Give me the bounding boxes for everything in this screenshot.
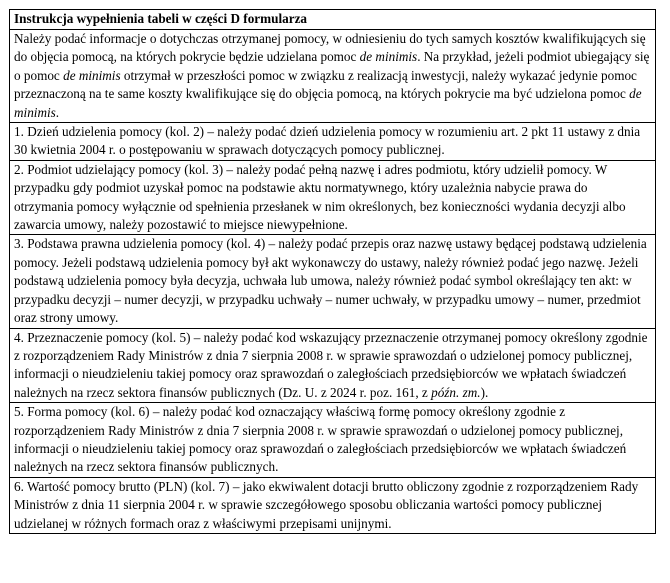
intro-part-2: . Na przykład, jeżeli podmiot ubiegający się o pomoc: [14, 49, 650, 83]
instruction-row-4: [10, 328, 656, 403]
instruction-text-4-tail: ).: [480, 384, 489, 400]
table-header-row: [10, 10, 656, 30]
instruction-text-5: 5. Forma pomocy (kol. 6) – należy podać kod oznaczający właściwą formę pomocy określony zgodnie z rozporządzeniem Rady Ministrów z dnia 7 sierpnia 2008 r. w sprawie sprawozdań o udzielonej pomocy publicznej, informacji o nieudzieleniu takiej pomocy oraz sprawozdań o zaległościach przedsiębiorców we wpłatach świadczeń należnych na rzecz sektora finansów publicznych.: [10, 403, 656, 478]
instruction-text-6: 6. Wartość pomocy brutto (PLN) (kol. 7) – jako ekwiwalent dotacji brutto obliczony zgodnie z rozporządzeniem Rady Ministrów z dnia 11 sierpnia 2004 r. w sprawie szczegółowego sposobu obliczania wartości pomocy publicznej udzielanej w różnych formach oraz z właściwymi przepisami unijnymi.: [10, 477, 656, 533]
table-heading: Instrukcja wypełnienia tabeli w części D formularza: [10, 10, 656, 30]
intro-emphasis-1: de minimis: [359, 49, 418, 65]
intro-text: [10, 30, 656, 123]
instruction-text-2: 2. Podmiot udzielający pomocy (kol. 3) – należy podać pełną nazwę i adres podmiotu, który udzielił pomocy. W przypadku gdy podmiot uzyskał pomoc na podstawie aktu normatywnego, który uzależnia nabycie prawa do otrzymania pomocy wyłącznie od spełnienia przesłanek w nim określonych, bez konieczności wydania decyzji albo zawarcia umowy, należy pozostawić to miejsce niewypełnione.: [10, 160, 656, 235]
intro-part-3: otrzymał w przeszłości pomoc w związku z realizacją inwestycji, należy wykazać jedynie pomoc przeznaczoną na te same koszty kwalifikujące się do objęcia pomocą, na których pokrycie ma być udzielona pomoc: [14, 67, 637, 102]
instruction-row-2: [10, 160, 656, 235]
intro-emphasis-2: de minimis: [63, 67, 121, 83]
instruction-row-5: [10, 403, 656, 478]
intro-emphasis-3: de minimis: [14, 86, 642, 120]
intro-part-1: Należy podać informacje o dotychczas otrzymanej pomocy, w odniesieniu do tych samych kosztów kwalifikujących się do objęcia pomocą, na których pokrycie będzie udzielana pomoc: [14, 31, 646, 65]
instruction-row-3: [10, 235, 656, 328]
instruction-text-3: 3. Podstawa prawna udzielenia pomocy (kol. 4) – należy podać przepis oraz nazwę ustawy będącej podstawą udzielenia pomocy. Jeżeli podstawą udzielenia pomocy był akt wykonawczy do ustawy, należy również podać jego nazwę. Jeżeli podstawą udzielenia pomocy była decyzja, uchwała lub umowa, należy również podać symbol określający ten akt: w przypadku decyzji – numer decyzji, w przypadku uchwały – numer uchwały, w przypadku umowy – numer, przedmiot oraz strony umowy.: [10, 235, 656, 328]
instruction-table: [9, 9, 656, 534]
instruction-text-4-main: 4. Przeznaczenie pomocy (kol. 5) – należy podać kod wskazujący przeznaczenie otrzymanej pomocy określony zgodnie z rozporządzeniem Rady Ministrów z dnia 7 sierpnia 2008 r. w sprawie sprawozdań o udzielonej pomocy publicznej, informacji o nieudzieleniu takiej pomocy oraz sprawozdań o zaległościach przedsiębiorców we wpłatach świadczeń należnych na rzecz sektora finansów publicznych (Dz. U. z 2024 r. poz. 161, z: [14, 329, 648, 400]
instruction-row-6: [10, 477, 656, 533]
instruction-text-4-emphasis: późn. zm.: [431, 384, 481, 400]
intro-part-4: .: [55, 104, 60, 120]
instruction-text-1: 1. Dzień udzielenia pomocy (kol. 2) – należy podać dzień udzielenia pomocy w rozumieniu art. 2 pkt 11 ustawy z dnia 30 kwietnia 2004 r. o postępowaniu w sprawach dotyczących pomocy publicznej.: [10, 123, 656, 161]
instruction-text-4: [10, 328, 656, 403]
intro-row: [10, 30, 656, 123]
instruction-row-1: [10, 123, 656, 161]
